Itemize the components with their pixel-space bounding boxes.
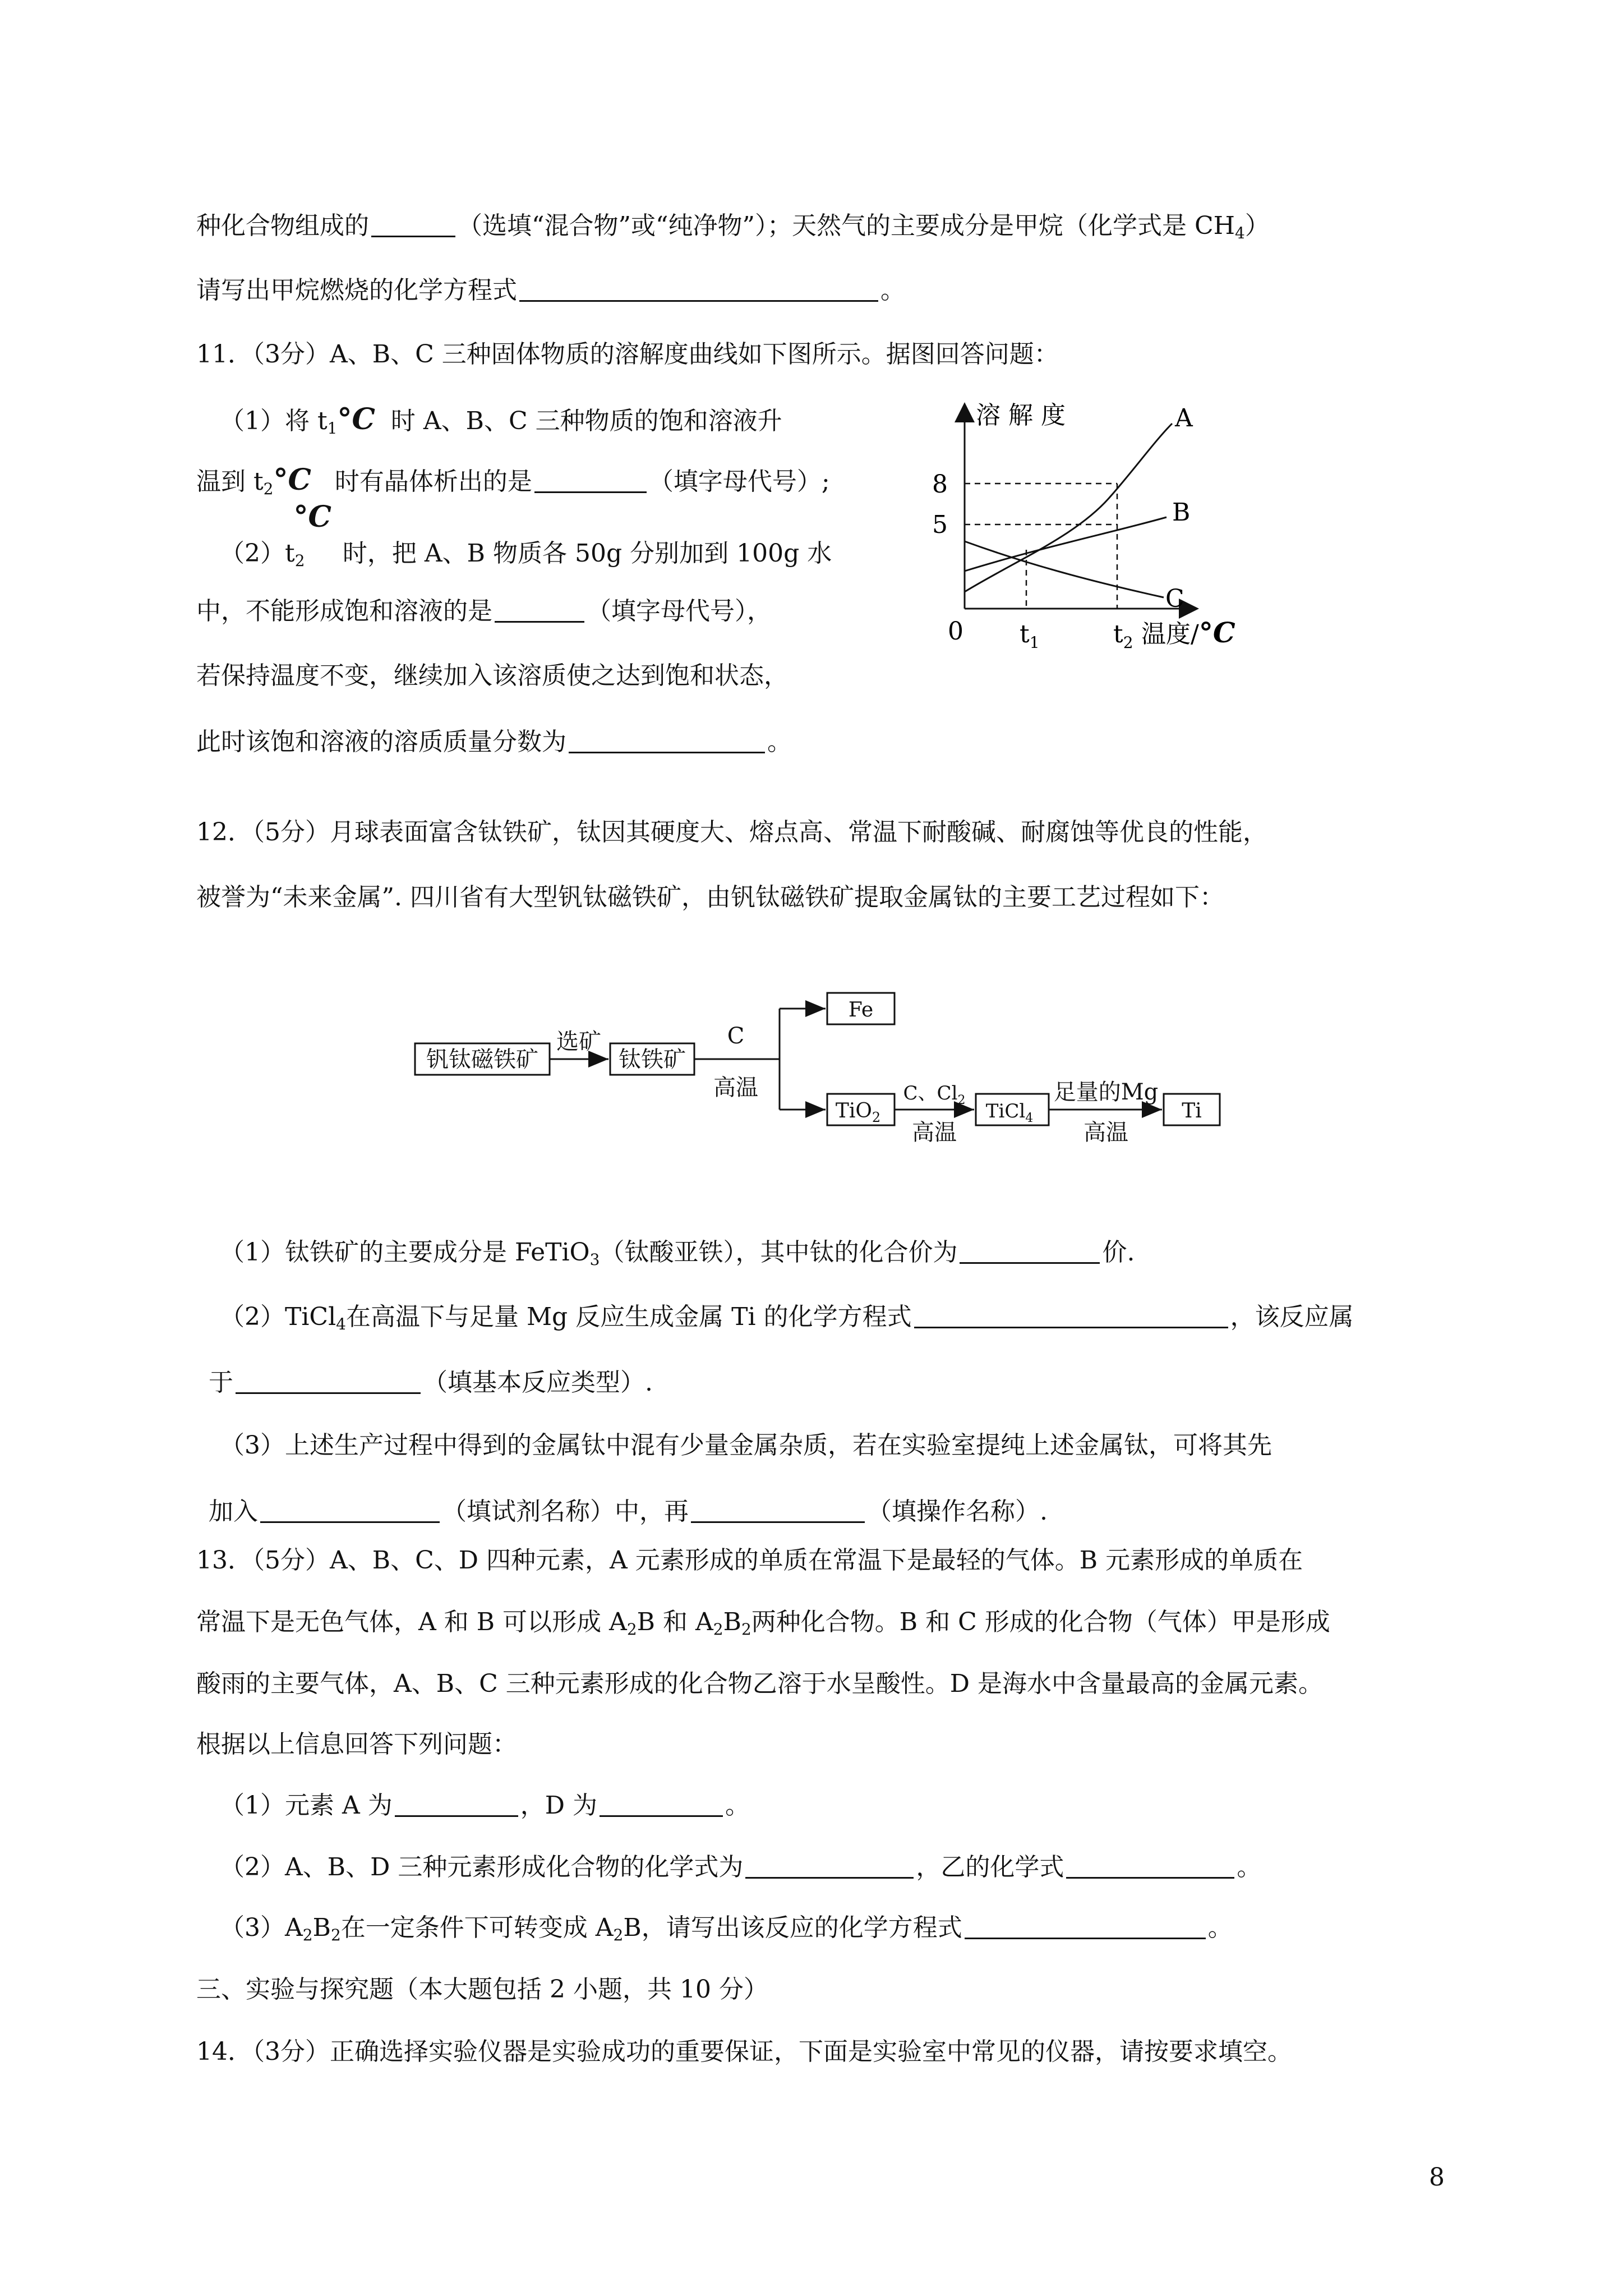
q11-blank-2[interactable] xyxy=(495,599,584,623)
q13-s3: $(3)A_2B_2$在一定条件下可转变成 $A_2B$，请写出该反应的化学方程式 。 xyxy=(220,1913,1233,1944)
tick-t1: $t_1$ xyxy=(1020,620,1040,652)
arrow4-bottom-label: 高温 xyxy=(1083,1120,1128,1145)
q12-s1: （1）钛铁矿的主要成分是 FeTiO$_3$（钛酸亚铁），其中钛的化合价为 价. xyxy=(220,1238,1135,1269)
arrow3-bottom-label: 高温 xyxy=(912,1120,957,1145)
tick-8: 8 xyxy=(932,470,948,499)
q11-p1: （1）将 $t_1^\circ C$ 时 A、B、C 三种物质的饱和溶液升 xyxy=(220,402,782,438)
q13-line3: 酸雨的主要气体，A、B、C 三种元素形成的化合物乙溶于水呈酸性。D 是海水中含量最高的金属元素。 xyxy=(196,1669,1324,1698)
origin-label: 0 xyxy=(948,617,963,646)
q11-p3: $(2)t_2^\circ C$时，把 A、B 物质各 50g 分别加到 100g 水 xyxy=(220,500,832,570)
q11-blank-1[interactable] xyxy=(534,469,647,493)
q11-blank-3[interactable] xyxy=(569,729,765,753)
tick-t2: $t_2$ xyxy=(1113,620,1133,652)
box2-label: 钛铁矿 xyxy=(619,1047,686,1073)
arrow1-label: 选矿 xyxy=(556,1029,601,1055)
q13-blank-4[interactable] xyxy=(1066,1855,1234,1879)
chart-ylabel: 溶 解 度 xyxy=(976,401,1066,430)
q12-blank-3[interactable] xyxy=(236,1370,421,1394)
fe-label: Fe xyxy=(848,999,874,1022)
section3-title: 三、实验与探究题（本大题包括 2 小题，共 10 分） xyxy=(196,1975,768,2004)
titanium-process-diagram xyxy=(409,987,1239,1156)
q12-s2: （2）TiCl$_4$在高温下与足量 Mg 反应生成金属 Ti 的化学方程式 ，该反应属 xyxy=(220,1303,1354,1333)
q12-blank-4[interactable] xyxy=(260,1499,440,1523)
ti-label: Ti xyxy=(1182,1099,1202,1122)
q10-line1: 种化合物组成的 （选填“混合物”或“纯净物”）；天然气的主要成分是甲烷（化学式是 $CH_4$） xyxy=(196,211,1270,242)
curve-c xyxy=(965,541,1164,597)
q13-blank-5[interactable] xyxy=(965,1915,1206,1939)
q13-blank-3[interactable] xyxy=(745,1855,914,1879)
q12-line2: 被誉为“未来金属”. 四川省有大型钒钛磁铁矿，由钒钛磁铁矿提取金属钛的主要工艺过程如下： xyxy=(196,883,1224,912)
curve-a xyxy=(965,424,1172,592)
box1-label: 钒钛磁铁矿 xyxy=(426,1047,538,1073)
q10-line2: 请写出甲烷燃烧的化学方程式 。 xyxy=(196,276,905,305)
q10-blank-1[interactable] xyxy=(371,213,455,237)
q14-line1: 14．（3分）正确选择实验仪器是实验成功的重要保证，下面是实验室中常见的仪器，请按要求填空。 xyxy=(196,2037,1292,2066)
arrow2-bottom-label: 高温 xyxy=(713,1075,758,1101)
q10-blank-2[interactable] xyxy=(519,278,878,302)
q12-line1: 12．（5分）月球表面富含钛铁矿，钛因其硬度大、熔点高、常温下耐酸碱、耐腐蚀等优良的性能， xyxy=(196,818,1267,846)
arrow2-top-label: C xyxy=(727,1023,745,1049)
solubility-chart xyxy=(897,393,1324,662)
tio2-label: TiO$_2$ xyxy=(835,1099,881,1125)
q13-line1: 13．（5分）A、B、C、D 四种元素，A 元素形成的单质在常温下是最轻的气体。B 元素形成的单质在 xyxy=(196,1546,1303,1575)
q13-line4: 根据以上信息回答下列问题： xyxy=(196,1730,517,1759)
arrow4-top-label: 足量的Mg xyxy=(1053,1079,1159,1105)
q11-heading: 11．（3分）A、B、C 三种固体物质的溶解度曲线如下图所示。据图回答问题： xyxy=(196,340,1059,369)
q11-p4: 中，不能形成饱和溶液的是 （填字母代号）， xyxy=(196,597,772,625)
q13-s2: （2）A、B、D 三种元素形成化合物的化学式为 ，乙的化学式 。 xyxy=(220,1853,1262,1881)
q12-s2-cont: 于 （填基本反应类型）. xyxy=(209,1368,653,1397)
q13-s1: （1）元素 A 为 ，D 为 。 xyxy=(220,1791,750,1820)
ticl4-label: TiCl$_4$ xyxy=(985,1100,1034,1125)
q13-blank-1[interactable] xyxy=(395,1793,518,1817)
q12-s3: （3）上述生产过程中得到的金属钛中混有少量金属杂质，若在实验室提纯上述金属钛，可将其先 xyxy=(220,1431,1272,1460)
page-number: 8 xyxy=(1429,2163,1445,2192)
curve-b xyxy=(965,517,1166,571)
q13-line2: 常温下是无色气体，A 和 B 可以形成 $A_2B$ 和 $A_2B_2$两种化合物。B 和 C 形成的化合物（气体）甲是形成 xyxy=(196,1608,1330,1639)
q12-blank-1[interactable] xyxy=(960,1240,1100,1264)
q11-p6: 此时该饱和溶液的溶质质量分数为 。 xyxy=(196,728,792,756)
tick-5: 5 xyxy=(932,510,948,539)
q13-blank-2[interactable] xyxy=(600,1793,723,1817)
label-a: A xyxy=(1175,404,1193,432)
q11-p5: 若保持温度不变，继续加入该溶质使之达到饱和状态， xyxy=(196,661,789,690)
q12-s3-cont: 加入 （填试剂名称）中，再 （填操作名称）. xyxy=(209,1497,1048,1526)
q11-p2: 温到 $t_2^\circ C$ 时有晶体析出的是 （填字母代号）; xyxy=(196,463,830,498)
chart-xlabel: 温度/°C xyxy=(1141,616,1235,649)
q12-blank-2[interactable] xyxy=(914,1304,1228,1328)
arrow3-top-label: C、$Cl_2$ xyxy=(903,1082,966,1107)
label-b: B xyxy=(1172,498,1191,527)
q12-blank-5[interactable] xyxy=(691,1499,865,1523)
label-c: C xyxy=(1165,585,1184,613)
